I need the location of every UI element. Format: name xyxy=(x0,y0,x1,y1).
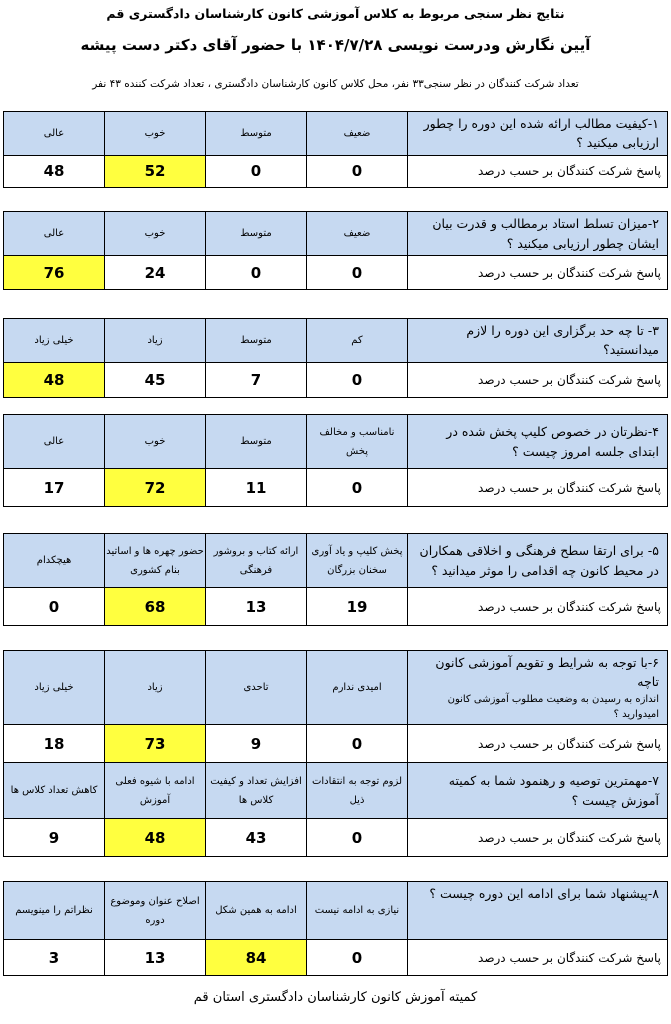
answer-label: پاسخ شرکت کنندگان بر حسب درصد xyxy=(408,588,668,626)
option-label: نیازی به ادامه نیست xyxy=(307,882,408,940)
option-label: خوب xyxy=(105,112,206,156)
answer-label: پاسخ شرکت کنندگان بر حسب درصد xyxy=(408,724,668,764)
percent-value: 48 xyxy=(105,819,206,857)
percent-value: 0 xyxy=(307,940,408,976)
question-text: ۲-میزان تسلط استاد برمطالب و قدرت بیان ایشان چطور ارزیابی میکنید ؟ xyxy=(408,212,668,256)
percent-value: 0 xyxy=(307,819,408,857)
option-label: عالی xyxy=(4,112,105,156)
option-label: زیاد xyxy=(105,319,206,363)
option-label: هیچکدام xyxy=(4,534,105,588)
report-title: نتایج نظر سنجی مربوط به کلاس آموزشی کانون کارشناسان دادگستری قم xyxy=(106,6,565,21)
question-text: ۵- برای ارتقا سطح فرهنگی و اخلاقی همکاران در محیط کانون چه اقدامی را موثر میدانید ؟ xyxy=(408,534,668,588)
question-table-8 xyxy=(3,881,668,976)
percent-value: 68 xyxy=(105,588,206,626)
question-text: ۱-کیفیت مطالب ارائه شده این دوره را چطور ارزیابی میکنید ؟ xyxy=(408,112,668,156)
option-label: خوب xyxy=(105,415,206,469)
question-table-3 xyxy=(3,318,668,398)
option-label: خیلی زیاد xyxy=(4,651,105,725)
percent-value: 43 xyxy=(206,819,307,857)
option-label: نامناسب و مخالف پخش xyxy=(307,415,408,469)
percent-value: 45 xyxy=(105,362,206,397)
answer-label: پاسخ شرکت کنندگان بر حسب درصد xyxy=(408,155,668,187)
option-label: اصلاح عنوان وموضوع دوره xyxy=(105,882,206,940)
percent-value: 0 xyxy=(307,469,408,507)
question-text: ۶-با توجه به شرایط و تقویم آموزشی کانون تاچه اندازه به رسیدن به وضعیت مطلوب آموزشی کانون امیدوارید ؟ xyxy=(408,651,668,725)
percent-value: 0 xyxy=(307,155,408,187)
option-label: زیاد xyxy=(105,651,206,725)
percent-value: 84 xyxy=(206,940,307,976)
percent-value: 9 xyxy=(4,819,105,857)
question-text: ۴-نظرتان در خصوص کلیپ پخش شده در ابتدای جلسه امروز چیست ؟ xyxy=(408,415,668,469)
option-label: افزایش تعداد و کیفیت کلاس ها xyxy=(206,763,307,819)
percent-value: 3 xyxy=(4,940,105,976)
question-text: ۳- تا چه حد برگزاری این دوره را لازم میدانستید؟ xyxy=(408,319,668,363)
percent-value: 7 xyxy=(206,362,307,397)
percent-value: 13 xyxy=(105,940,206,976)
percent-value: 0 xyxy=(4,588,105,626)
option-label: تاحدی xyxy=(206,651,307,725)
percent-value: 13 xyxy=(206,588,307,626)
percent-value: 0 xyxy=(206,155,307,187)
option-label: امیدی ندارم xyxy=(307,651,408,725)
option-label: متوسط xyxy=(206,212,307,256)
answer-label: پاسخ شرکت کنندگان بر حسب درصد xyxy=(408,819,668,857)
course-title: آیین نگارش ودرست نویسی ۱۴۰۴/۷/۲۸ با حضور آقای دکتر دست پیشه xyxy=(80,36,591,54)
question-table-4 xyxy=(3,414,668,507)
answer-label: پاسخ شرکت کنندگان بر حسب درصد xyxy=(408,362,668,397)
option-label: ضعیف xyxy=(307,212,408,256)
percent-value: 73 xyxy=(105,724,206,764)
option-label: حضور چهره ها و اساتید بنام کشوری xyxy=(105,534,206,588)
percent-value: 11 xyxy=(206,469,307,507)
question-table-5 xyxy=(3,533,668,626)
percent-value: 0 xyxy=(307,256,408,290)
option-label: خوب xyxy=(105,212,206,256)
option-label: متوسط xyxy=(206,415,307,469)
option-label: متوسط xyxy=(206,112,307,156)
percent-value: 9 xyxy=(206,724,307,764)
answer-label: پاسخ شرکت کنندگان بر حسب درصد xyxy=(408,469,668,507)
option-label: ضعیف xyxy=(307,112,408,156)
answer-label: پاسخ شرکت کنندگان بر حسب درصد xyxy=(408,940,668,976)
question-table-6 xyxy=(3,650,668,765)
percent-value: 18 xyxy=(4,724,105,764)
question-table-7 xyxy=(3,762,668,857)
option-label: نظراتم را مینویسم xyxy=(4,882,105,940)
option-label: کم xyxy=(307,319,408,363)
option-label: عالی xyxy=(4,212,105,256)
percent-value: 52 xyxy=(105,155,206,187)
footer-committee: کمیته آموزش کانون کارشناسان دادگستری استان قم xyxy=(193,990,478,1005)
percent-value: 0 xyxy=(307,724,408,764)
percent-value: 72 xyxy=(105,469,206,507)
answer-label: پاسخ شرکت کنندگان بر حسب درصد xyxy=(408,256,668,290)
option-label: ارائه کتاب و بروشور فرهنگی xyxy=(206,534,307,588)
percent-value: 48 xyxy=(4,155,105,187)
question-table-2 xyxy=(3,211,668,290)
option-label: ادامه با شیوه فعلی آموزش xyxy=(105,763,206,819)
participants-info: تعداد شرکت کنندگان در نظر سنجی۳۳ نفر، محل کلاس کانون کارشناسان دادگستری ، تعداد شرکت کننده ۴۳ نفر xyxy=(92,78,579,90)
percent-value: 0 xyxy=(206,256,307,290)
option-label: خیلی زیاد xyxy=(4,319,105,363)
option-label: متوسط xyxy=(206,319,307,363)
question-table-1 xyxy=(3,111,668,188)
option-label: لزوم توجه به انتقادات ذیل xyxy=(307,763,408,819)
percent-value: 76 xyxy=(4,256,105,290)
question-text: ۸-پیشنهاد شما برای ادامه این دوره چیست ؟ xyxy=(408,882,668,940)
option-label: پخش کلیپ و یاد آوری سخنان بزرگان xyxy=(307,534,408,588)
percent-value: 24 xyxy=(105,256,206,290)
question-subtext: اندازه به رسیدن به وضعیت مطلوب آموزشی کانون امیدوارید ؟ xyxy=(447,693,659,720)
percent-value: 19 xyxy=(307,588,408,626)
percent-value: 17 xyxy=(4,469,105,507)
question-text: ۷-مهمترین توصیه و رهنمود شما به کمیته آموزش چیست ؟ xyxy=(408,763,668,819)
option-label: کاهش تعداد کلاس ها xyxy=(4,763,105,819)
percent-value: 48 xyxy=(4,362,105,397)
percent-value: 0 xyxy=(307,362,408,397)
option-label: ادامه به همین شکل xyxy=(206,882,307,940)
option-label: عالی xyxy=(4,415,105,469)
